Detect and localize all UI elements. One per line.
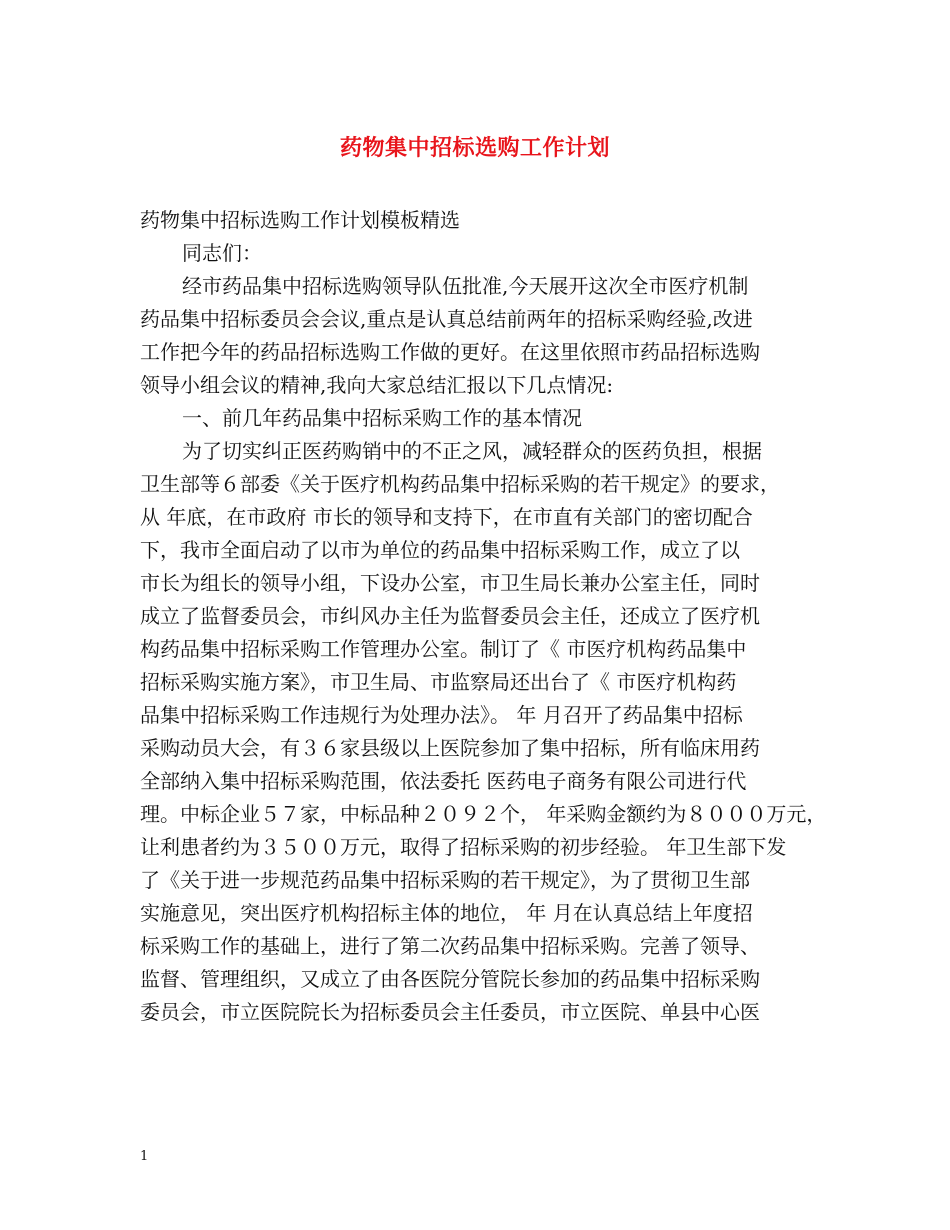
paragraph-line: 实施意见，突出医疗机构招标主体的地位， 年 月在认真总结上年度招 bbox=[140, 901, 753, 925]
section-heading: 一、前几年药品集中招标采购工作的基本情况 bbox=[182, 406, 582, 430]
section-paragraph bbox=[140, 435, 827, 1029]
document-title: 药物集中招标选购工作计划 bbox=[339, 135, 610, 161]
paragraph-line: 理。中标企业５７家，中标品种２０９２个， 年采购金额约为８０００万元， bbox=[140, 802, 827, 826]
paragraph-line: 工作把今年的药品招标选购工作做的更好。在这里依照市药品招标选购 bbox=[140, 340, 760, 364]
greeting-line: 同志们： bbox=[182, 241, 262, 265]
paragraph-line: 成立了监督委员会，市纠风办主任为监督委员会主任，还成立了医疗机 bbox=[140, 604, 760, 628]
paragraph-line: 领导小组会议的精神,我向大家总结汇报以下几点情况: bbox=[140, 373, 614, 397]
document-body bbox=[140, 204, 827, 1029]
paragraph-line: 让利患者约为３５００万元，取得了招标采购的初步经验。 年卫生部下发 bbox=[140, 835, 787, 859]
paragraph-line: 构药品集中招标采购工作管理办公室。制订了《 市医疗机构药品集中 bbox=[140, 637, 747, 661]
paragraph-line: 卫生部等６部委《关于医疗机构药品集中招标采购的若干规定》的要求， bbox=[140, 472, 780, 496]
paragraph-line: 从 年底，在市政府 市长的领导和支持下，在市直有关部门的密切配合 bbox=[140, 505, 753, 529]
paragraph-line: 了《关于进一步规范药品集中招标采购的若干规定》，为了贯彻卫生部 bbox=[140, 868, 750, 892]
page-number: 1 bbox=[140, 1149, 149, 1164]
paragraph-line: 经市药品集中招标选购领导队伍批准,今天展开这次全市医疗机制 bbox=[182, 274, 749, 298]
paragraph-line: 药品集中招标委员会会议,重点是认真总结前两年的招标采购经验,改进 bbox=[140, 307, 753, 331]
paragraph-line: 标采购工作的基础上，进行了第二次药品集中招标采购。完善了领导、 bbox=[140, 934, 760, 958]
paragraph-line: 监督、管理组织，又成立了由各医院分管院长参加的药品集中招标采购 bbox=[140, 967, 760, 991]
paragraph-line: 采购动员大会，有３６家县级以上医院参加了集中招标，所有临床用药 bbox=[140, 736, 760, 760]
paragraph-line: 全部纳入集中招标采购范围，依法委托 医药电子商务有限公司进行代 bbox=[140, 769, 747, 793]
paragraph-line: 市长为组长的领导小组，下设办公室，市卫生局长兼办公室主任，同时 bbox=[140, 571, 760, 595]
intro-paragraph bbox=[140, 270, 816, 402]
paragraph-line: 为了切实纠正医药购销中的不正之风，减轻群众的医药负担，根据 bbox=[182, 439, 762, 463]
paragraph-line: 品集中招标采购工作违规行为处理办法》。 年 月召开了药品集中招标 bbox=[140, 703, 743, 727]
paragraph-line: 招标采购实施方案》，市卫生局、市监察局还出台了《 市医疗机构药 bbox=[140, 670, 737, 694]
document-subtitle: 药物集中招标选购工作计划模板精选 bbox=[140, 208, 460, 232]
paragraph-line: 委员会，市立医院院长为招标委员会主任委员，市立医院、单县中心医 bbox=[140, 1000, 760, 1024]
paragraph-line: 下，我市全面启动了以市为单位的药品集中招标采购工作，成立了以 bbox=[140, 538, 740, 562]
